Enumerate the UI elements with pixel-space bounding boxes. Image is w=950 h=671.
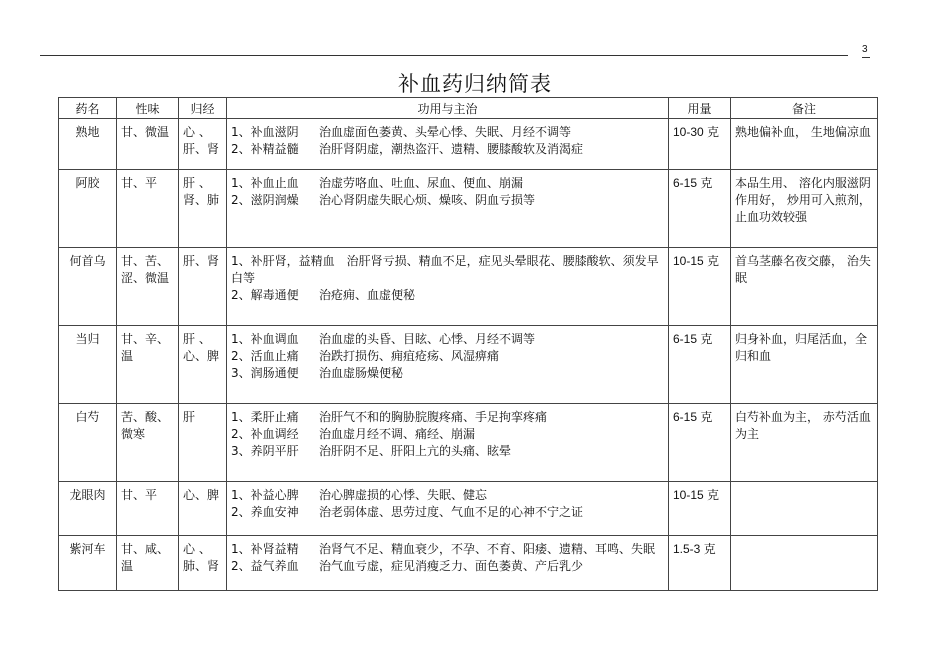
- herb-meridian-cell: 肝: [179, 404, 227, 482]
- effect-indication: 治血虚面色萎黄、头晕心悸、失眠、月经不调等: [319, 125, 572, 139]
- column-header-effects: 功用与主治: [227, 98, 669, 119]
- herb-note-cell: 熟地偏补血， 生地偏凉血: [731, 119, 878, 170]
- effect-line: [231, 287, 664, 304]
- effect-line: [231, 175, 664, 192]
- header-rule: [40, 55, 848, 56]
- effect-indication: 治气血亏虚，症见消瘦乏力、面色萎黄、产后乳少: [319, 559, 584, 573]
- herb-note-cell: [731, 536, 878, 591]
- herb-name-cell: 白芍: [59, 404, 117, 482]
- effect-indication: 治心脾虚损的心悸、失眠、健忘: [319, 488, 488, 502]
- herb-property-cell: 苦、酸、微寒: [117, 404, 179, 482]
- table-row: [59, 170, 878, 248]
- herb-effects-cell: [227, 404, 669, 482]
- effect-indication: 治心肾阴虚失眠心烦、燥咳、阴血亏损等: [319, 193, 536, 207]
- herb-meridian-cell: 肝 、肾、肺: [179, 170, 227, 248]
- herb-meridian-cell: 肝 、心、脾: [179, 326, 227, 404]
- herb-note-cell: 归身补血，归尾活血，全归和血: [731, 326, 878, 404]
- effect-line: [231, 365, 664, 382]
- herb-dosage-cell: 6-15 克: [669, 170, 731, 248]
- effect-name: 2、补精益髓: [231, 142, 299, 156]
- herb-property-cell: 甘、咸、温: [117, 536, 179, 591]
- effect-line: [231, 409, 664, 426]
- effect-name: 2、益气养血: [231, 559, 299, 573]
- herb-dosage-cell: 6-15 克: [669, 326, 731, 404]
- herb-name-cell: 紫河车: [59, 536, 117, 591]
- herb-dosage-cell: 10-15 克: [669, 248, 731, 326]
- effect-name: 1、补肝肾，益精血: [231, 254, 335, 268]
- herb-meridian-cell: 心 、肝、肾: [179, 119, 227, 170]
- herb-effects-cell: [227, 536, 669, 591]
- effect-line: [231, 558, 664, 575]
- effect-line: [231, 124, 664, 141]
- herb-name-cell: 龙眼肉: [59, 482, 117, 536]
- effect-indication: 治老弱体虚、思劳过度、气血不足的心神不宁之证: [319, 505, 584, 519]
- table-header-row: [59, 98, 878, 119]
- herb-meridian-cell: 心、脾: [179, 482, 227, 536]
- table-row: [59, 404, 878, 482]
- effect-name: 1、补肾益精: [231, 542, 299, 556]
- herb-property-cell: 甘、微温: [117, 119, 179, 170]
- herb-note-cell: 首乌茎藤名夜交藤， 治失眠: [731, 248, 878, 326]
- herb-name-cell: 当归: [59, 326, 117, 404]
- effect-name: 1、补血滋阴: [231, 125, 299, 139]
- effect-line: [231, 443, 664, 460]
- herb-effects-cell: [227, 119, 669, 170]
- effect-line: [231, 141, 664, 158]
- column-header-name: 药名: [59, 98, 117, 119]
- table-row: [59, 536, 878, 591]
- table-row: [59, 482, 878, 536]
- effect-line: [231, 192, 664, 209]
- effect-name: 3、润肠通便: [231, 366, 299, 380]
- herb-dosage-cell: 10-30 克: [669, 119, 731, 170]
- effect-line: [231, 253, 664, 287]
- effect-line: [231, 331, 664, 348]
- column-header-meridian: 归经: [179, 98, 227, 119]
- effect-indication: 治血虚的头昏、目眩、心悸、月经不调等: [319, 332, 536, 346]
- herb-note-cell: [731, 482, 878, 536]
- herb-effects-cell: [227, 326, 669, 404]
- table-row: [59, 119, 878, 170]
- column-header-dosage: 用量: [669, 98, 731, 119]
- herb-dosage-cell: 6-15 克: [669, 404, 731, 482]
- effect-name: 1、补血调血: [231, 332, 299, 346]
- column-header-property: 性味: [117, 98, 179, 119]
- page-number: 3: [862, 44, 868, 55]
- table-row: [59, 326, 878, 404]
- herb-effects-cell: [227, 482, 669, 536]
- effect-line: [231, 487, 664, 504]
- effect-indication: 治血虚肠燥便秘: [319, 366, 404, 380]
- herb-property-cell: 甘、平: [117, 482, 179, 536]
- herb-effects-cell: [227, 170, 669, 248]
- herb-dosage-cell: 10-15 克: [669, 482, 731, 536]
- herb-name-cell: 熟地: [59, 119, 117, 170]
- herb-property-cell: 甘、平: [117, 170, 179, 248]
- herb-property-cell: 甘、苦、涩、微温: [117, 248, 179, 326]
- effect-name: 1、补益心脾: [231, 488, 299, 502]
- effect-indication: 治肝气不和的胸胁脘腹疼痛、手足拘挛疼痛: [319, 410, 548, 424]
- effect-indication: 治肾气不足、精血衰少，不孕、不育、阳痿、遗精、耳鸣、失眠: [319, 542, 656, 556]
- herb-table: [58, 97, 878, 591]
- column-header-note: 备注: [731, 98, 878, 119]
- herb-meridian-cell: 心 、肺、肾: [179, 536, 227, 591]
- herb-name-cell: 阿胶: [59, 170, 117, 248]
- effect-indication: 治虚劳咯血、吐血、尿血、便血、崩漏: [319, 176, 524, 190]
- effect-indication: 治血虚月经不调、痛经、崩漏: [319, 427, 476, 441]
- effect-name: 1、柔肝止痛: [231, 410, 299, 424]
- effect-name: 1、补血止血: [231, 176, 299, 190]
- page-number-underline: [862, 57, 870, 58]
- effect-line: [231, 541, 664, 558]
- effect-name: 2、解毒通便: [231, 288, 299, 302]
- effect-name: 3、养阴平肝: [231, 444, 299, 458]
- page-title: 补血药归纳简表: [398, 72, 552, 96]
- herb-note-cell: 白芍补血为主， 赤芍活血为主: [731, 404, 878, 482]
- effect-indication: 治肝阴不足、肝阳上亢的头痛、眩晕: [319, 444, 512, 458]
- effect-indication: 治疮痈、血虚便秘: [319, 288, 416, 302]
- herb-meridian-cell: 肝、肾: [179, 248, 227, 326]
- effect-name: 2、活血止痛: [231, 349, 299, 363]
- effect-line: [231, 348, 664, 365]
- effect-indication: 治肝肾阴虚，潮热盗汗、遗精、腰膝酸软及消渴症: [319, 142, 584, 156]
- herb-dosage-cell: 1.5-3 克: [669, 536, 731, 591]
- herb-note-cell: 本品生用、 溶化内服滋阴作用好， 炒用可入煎剂，止血功效较强: [731, 170, 878, 248]
- effect-name: 2、补血调经: [231, 427, 299, 441]
- effect-indication: 治肝肾亏损、精血不足，症见头晕眼花、腰膝酸软、须发早白等: [231, 254, 659, 285]
- herb-property-cell: 甘、辛、温: [117, 326, 179, 404]
- effect-name: 2、养血安神: [231, 505, 299, 519]
- herb-name-cell: 何首乌: [59, 248, 117, 326]
- effect-line: [231, 504, 664, 521]
- effect-line: [231, 426, 664, 443]
- effect-name: 2、滋阴润燥: [231, 193, 299, 207]
- effect-indication: 治跌打损伤、痈疽疮疡、风湿痹痛: [319, 349, 500, 363]
- herb-effects-cell: [227, 248, 669, 326]
- table-row: [59, 248, 878, 326]
